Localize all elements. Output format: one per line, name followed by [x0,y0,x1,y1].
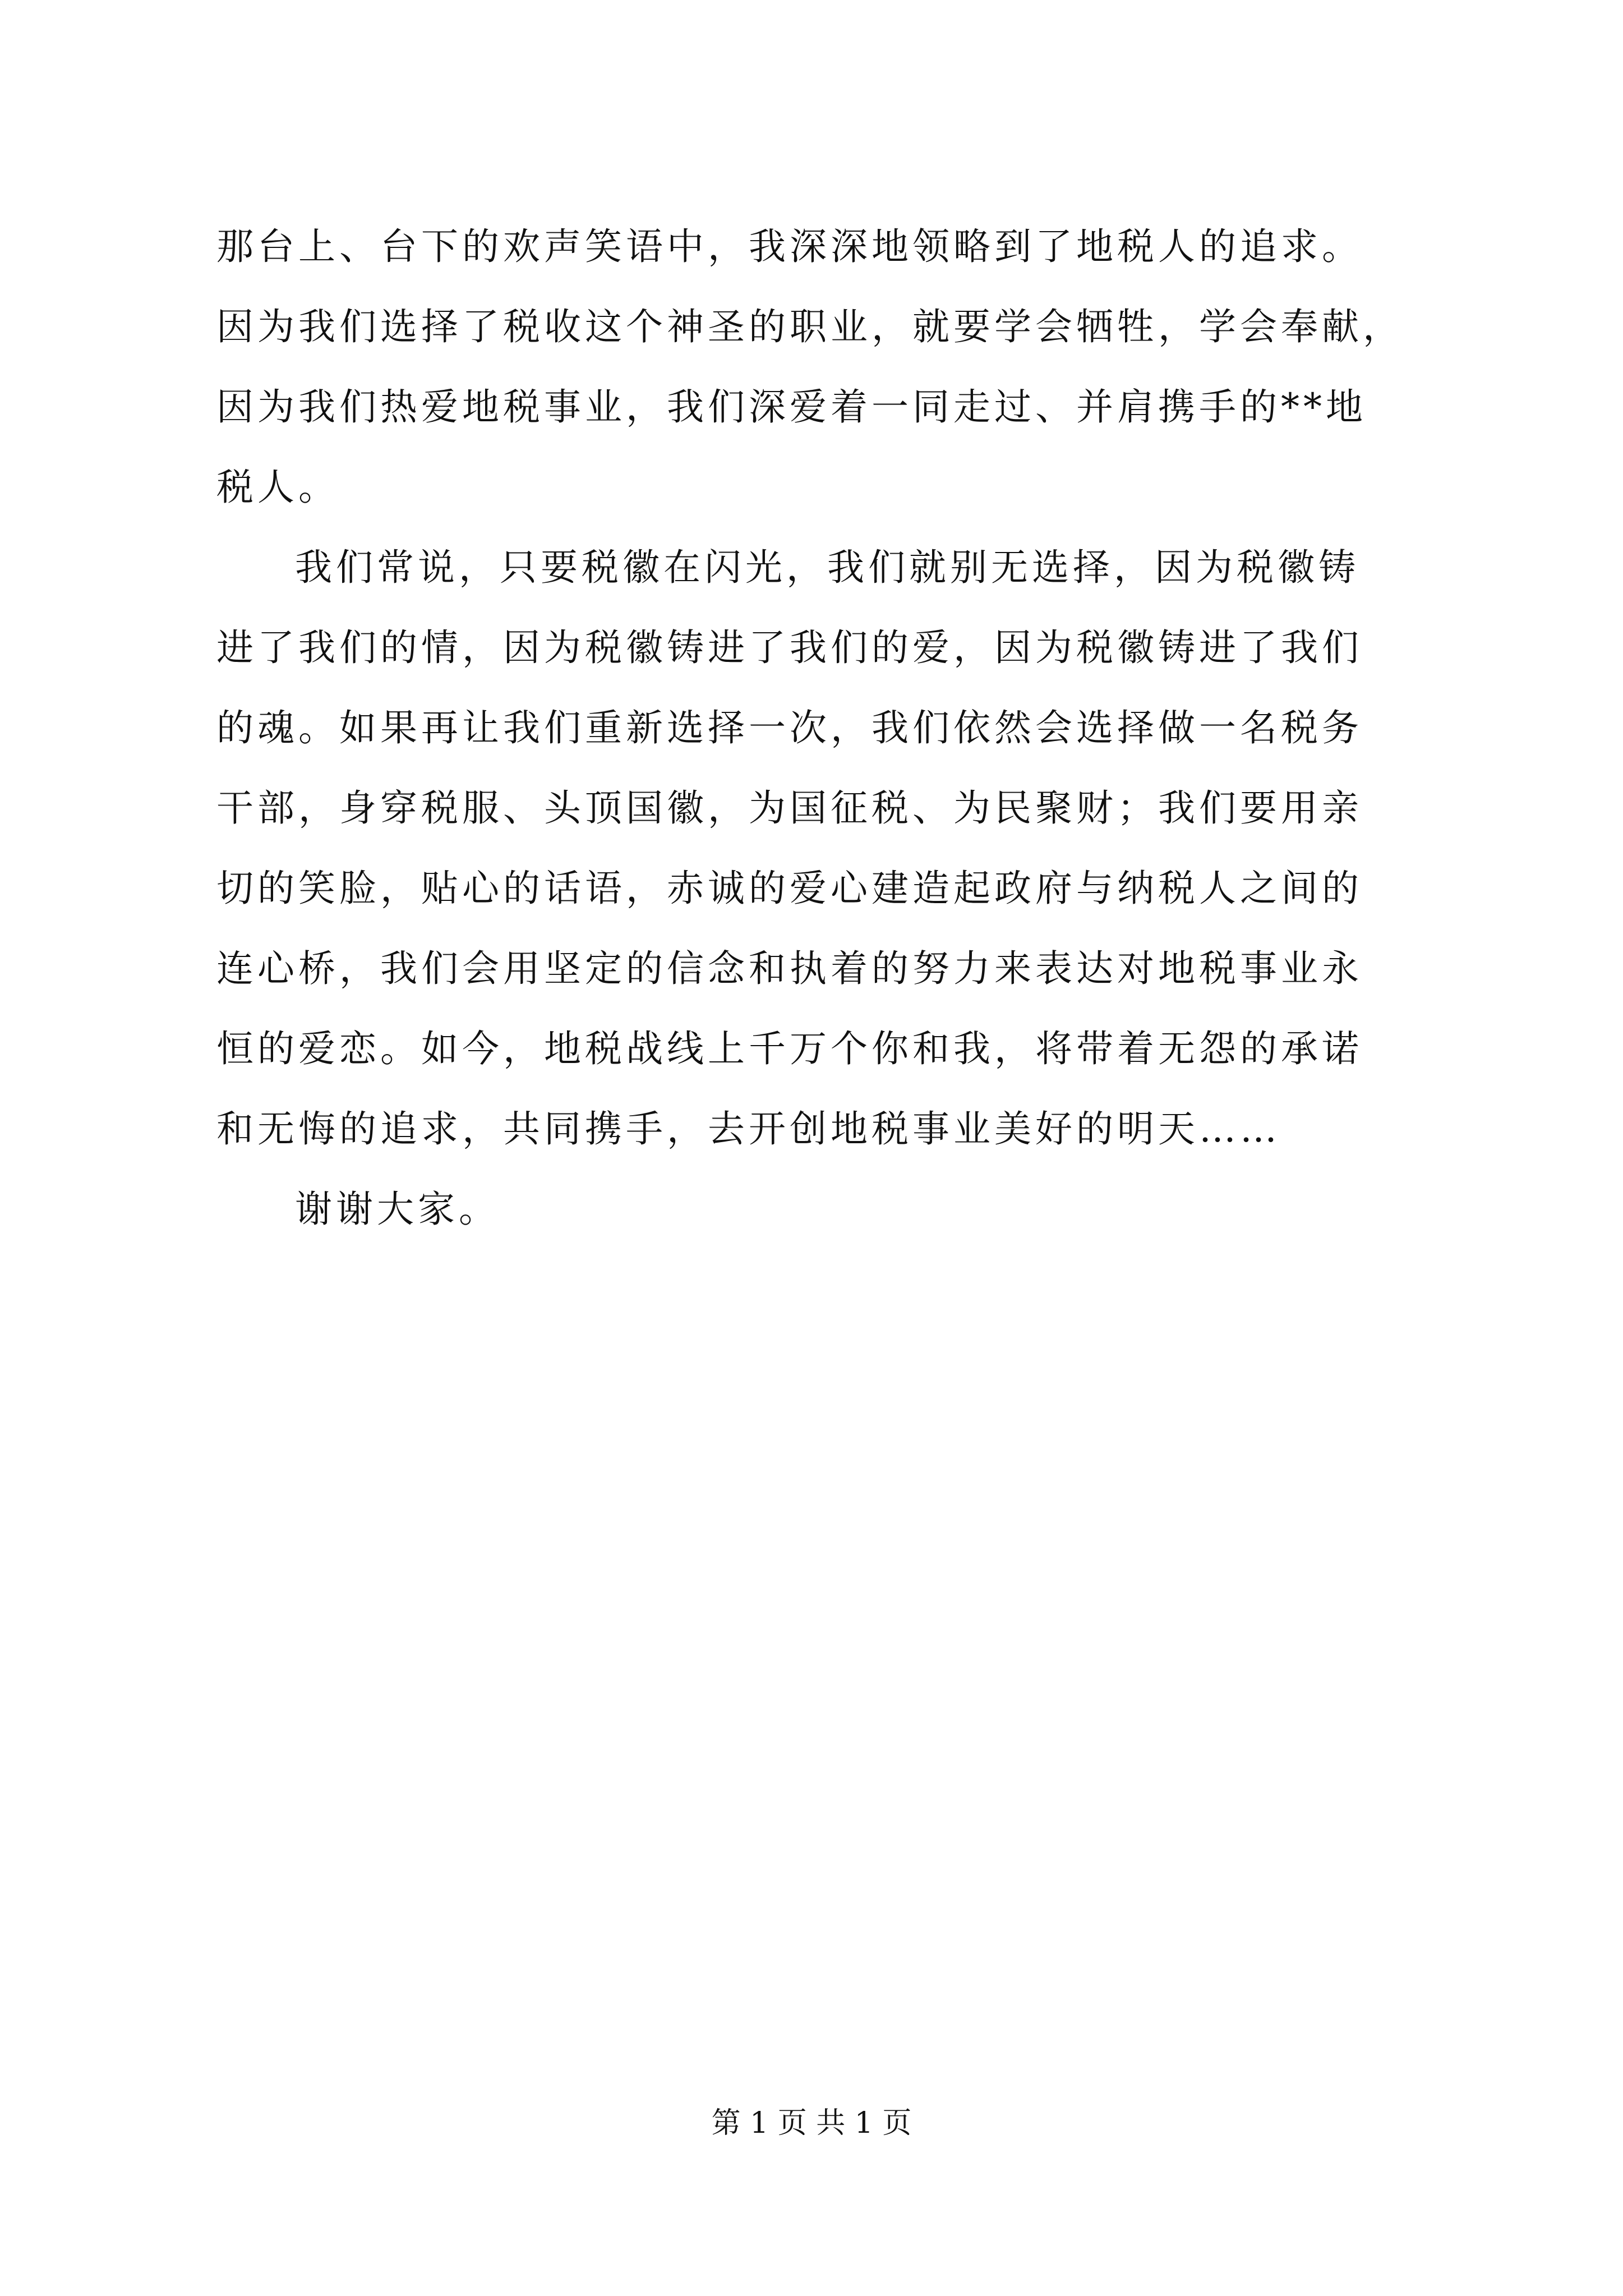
paragraph-first-line: 我们常说，只要税徽在闪光，我们就别无选择，因为税徽铸 [295,546,1359,589]
text-line: 干部，身穿税服、头顶国徽，为国征税、为民聚财；我们要用亲 [216,786,1363,830]
closing-line: 谢谢大家。 [295,1188,500,1231]
text-line: 税人。 [216,466,339,509]
text-line: 恒的爱恋。如今，地税战线上千万个你和我，将带着无怨的承诺 [216,1027,1363,1070]
text-line: 因为我们选择了税收这个神圣的职业，就要学会牺牲，学会奉献， [216,305,1404,348]
text-line: 那台上、台下的欢声笑语中，我深深地领略到了地税人的追求。 [216,225,1363,268]
text-line: 切的笑脸，贴心的话语，赤诚的爱心建造起政府与纳税人之间的 [216,867,1363,910]
page-number-footer: 第 1 页 共 1 页 [711,2106,912,2140]
text-line: 因为我们热爱地税事业，我们深爱着一同走过、并肩携手的**地 [216,385,1367,429]
text-line: 和无悔的追求，共同携手，去开创地税事业美好的明天…… [216,1107,1281,1151]
text-line: 连心桥，我们会用坚定的信念和执着的努力来表达对地税事业永 [216,947,1363,990]
text-line: 的魂。如果再让我们重新选择一次，我们依然会选择做一名税务 [216,706,1363,749]
text-line: 进了我们的情，因为税徽铸进了我们的爱，因为税徽铸进了我们 [216,626,1363,669]
